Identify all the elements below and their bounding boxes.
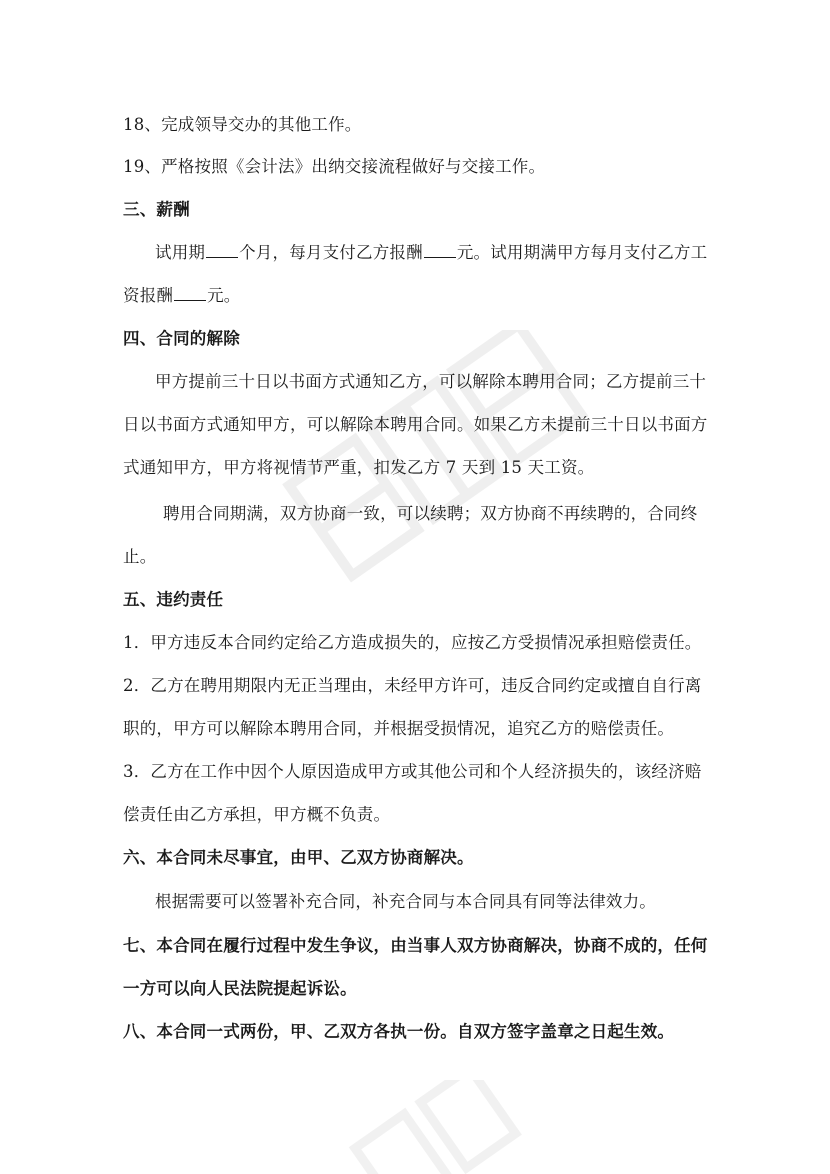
section-5-clause-2-line-1: 2．乙方在聘用期限内无正当理由，未经甲方许可，违反合同约定或擅自自行离 bbox=[123, 676, 702, 695]
section-5-clause-3-line-1: 3．乙方在工作中因个人原因造成甲方或其他公司和个人经济损失的，该经济赔 bbox=[123, 762, 702, 781]
section-4-p1-line-2: 日以书面方式通知甲方，可以解除本聘用合同。如果乙方未提前三十日以书面方 bbox=[123, 415, 708, 434]
section-4-p1-line-1: 甲方提前三十日以书面方式通知乙方，可以解除本聘用合同；乙方提前三十 bbox=[155, 372, 707, 391]
section-5-clause-3-line-2: 偿责任由乙方承担，甲方概不负责。 bbox=[123, 805, 391, 824]
section-6-paragraph: 根据需要可以签署补充合同，补充合同与本合同具有同等法律效力。 bbox=[155, 892, 656, 911]
section-7-line-1: 七、本合同在履行过程中发生争议，由当事人双方协商解决，协商不成的，任何 bbox=[123, 936, 708, 955]
section-7-line-2: 一方可以向人民法院提起诉讼。 bbox=[123, 979, 357, 998]
salary-text-2: 个月，每月支付乙方报酬 bbox=[239, 243, 423, 262]
section-6-heading: 六、本合同未尽事宜，由甲、乙双方协商解决。 bbox=[123, 848, 474, 867]
item-19: 19、严格按照《会计法》出纳交接流程做好与交接工作。 bbox=[123, 157, 546, 176]
regular-pay-blank bbox=[174, 286, 206, 301]
probation-months-blank bbox=[206, 243, 238, 258]
section-4-p2-line-2: 止。 bbox=[123, 547, 157, 566]
salary-text-1: 试用期 bbox=[155, 243, 206, 262]
section-4-p2-line-1: 聘用合同期满，双方协商一致，可以续聘；双方协商不再续聘的，合同终 bbox=[163, 504, 698, 523]
item-18: 18、完成领导交办的其他工作。 bbox=[123, 115, 362, 134]
section-3-paragraph-line-2 bbox=[123, 285, 241, 307]
section-5-heading: 五、违约责任 bbox=[123, 590, 224, 609]
salary-text-5: 元。 bbox=[207, 286, 241, 305]
probation-pay-blank bbox=[424, 243, 456, 258]
salary-text-3: 元。试用期满甲方每月支付乙方工 bbox=[456, 243, 708, 262]
section-4-p1-line-3: 式通知甲方，甲方将视情节严重，扣发乙方 7 天到 15 天工资。 bbox=[123, 458, 595, 477]
section-5-clause-1: 1．甲方违反本合同约定给乙方造成损失的，应按乙方受损情况承担赔偿责任。 bbox=[123, 633, 702, 652]
section-8-line-1: 八、本合同一式两份，甲、乙双方各执一份。自双方签字盖章之日起生效。 bbox=[123, 1022, 675, 1041]
section-3-paragraph-line-1 bbox=[155, 242, 707, 264]
section-5-clause-2-line-2: 职的，甲方可以解除本聘用合同，并根据受损情况，追究乙方的赔偿责任。 bbox=[123, 719, 675, 738]
salary-text-4: 资报酬 bbox=[123, 286, 174, 305]
section-4-heading: 四、合同的解除 bbox=[123, 329, 240, 348]
section-3-heading: 三、薪酬 bbox=[123, 200, 190, 219]
watermark-logo-bottom bbox=[300, 1080, 600, 1174]
